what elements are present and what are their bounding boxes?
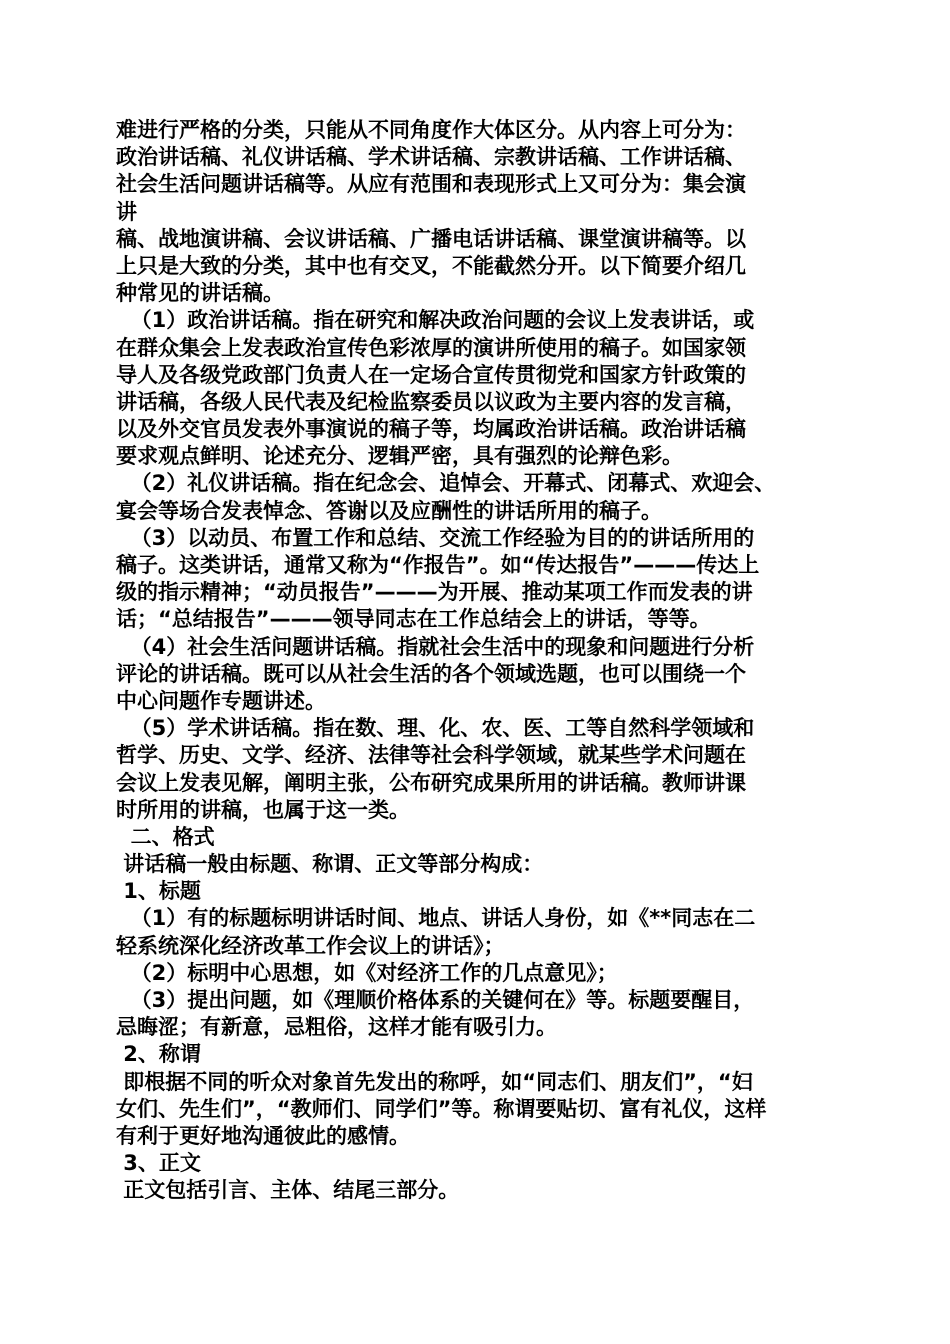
text-line: 即根据不同的听众对象首先发出的称呼，如“同志们、朋友们”，“妇 <box>116 1069 753 1094</box>
text-line: 评论的讲话稿。既可以从社会生活的各个领域选题，也可以围绕一个 <box>116 661 746 686</box>
text-line: （3）以动员、布置工作和总结、交流工作经验为目的的讲话所用的 <box>116 525 755 550</box>
text-line: 讲话稿一般由标题、称谓、正文等部分构成： <box>116 852 544 877</box>
text-line: 讲话稿，各级人民代表及纪检监察委员以议政为主要内容的发言稿， <box>116 389 746 414</box>
text-line: 要求观点鲜明、论述充分、逻辑严密，具有强烈的论辩色彩。 <box>116 444 683 469</box>
text-line: 有利于更好地沟通彼此的感情。 <box>116 1123 410 1148</box>
text-line: 以及外交官员发表外事演说的稿子等，均属政治讲话稿。政治讲话稿 <box>116 417 746 442</box>
text-line: 二、格式 <box>116 824 215 849</box>
text-line: （5）学术讲话稿。指在数、理、化、农、医、工等自然科学领域和 <box>116 716 755 741</box>
text-line: 导人及各级党政部门负责人在一定场合宣传贯彻党和国家方针政策的 <box>116 362 746 387</box>
text-line: 中心问题作专题讲述。 <box>116 688 326 713</box>
text-line: （2）标明中心思想，如《对经济工作的几点意见》； <box>116 960 618 985</box>
text-line: 时所用的讲稿，也属于这一类。 <box>116 797 410 822</box>
text-line: 话；“总结报告”———领导同志在工作总结会上的讲话，等等。 <box>116 607 711 632</box>
text-line: （3）提出问题，如《理顺价格体系的关键何在》等。标题要醒目， <box>116 988 755 1012</box>
text-line: （1）政治讲话稿。指在研究和解决政治问题的会议上发表讲话，或 <box>116 308 755 333</box>
text-line: 社会生活问题讲话稿等。从应有范围和表现形式上又可分为：集会演 <box>116 172 746 197</box>
text-line: 政治讲话稿、礼仪讲话稿、学术讲话稿、宗教讲话稿、工作讲话稿、 <box>116 145 746 170</box>
text-line: 上只是大致的分类，其中也有交叉，不能截然分开。以下简要介绍几 <box>116 253 746 278</box>
document-body <box>116 117 846 1205</box>
text-line: 正文包括引言、主体、结尾三部分。 <box>116 1178 460 1203</box>
text-line: （2）礼仪讲话稿。指在纪念会、追悼会、开幕式、闭幕式、欢迎会、 <box>116 471 776 496</box>
text-line: 1、标题 <box>116 879 201 904</box>
text-line: 级的指示精神；“动员报告”———为开展、推动某项工作而发表的讲 <box>116 580 753 605</box>
text-line: 讲 <box>116 199 137 224</box>
text-line: 种常见的讲话稿。 <box>116 281 284 306</box>
text-line: 宴会等场合发表悼念、答谢以及应酬性的讲话所用的稿子。 <box>116 498 662 523</box>
text-line: 2、称谓 <box>116 1042 201 1067</box>
text-line: 稿、战地演讲稿、会议讲话稿、广播电话讲话稿、课堂演讲稿等。以 <box>116 226 746 251</box>
text-line: 3、正文 <box>116 1151 201 1176</box>
text-line: 稿子。这类讲话，通常又称为“作报告”。如“传达报告”———传达上 <box>116 553 760 577</box>
text-line: 在群众集会上发表政治宣传色彩浓厚的演讲所使用的稿子。如国家领 <box>116 335 746 360</box>
text-line: 轻系统深化经济改革工作会议上的讲话》； <box>116 933 505 958</box>
text-line: 哲学、历史、文学、经济、法律等社会科学领域，就某些学术问题在 <box>116 743 746 768</box>
text-line: 女们、先生们”，“教师们、同学们”等。称谓要贴切、富有礼仪，这样 <box>116 1096 767 1121</box>
text-line: 忌晦涩；有新意，忌粗俗，这样才能有吸引力。 <box>116 1015 557 1040</box>
text-line: （4）社会生活问题讲话稿。指就社会生活中的现象和问题进行分析 <box>116 634 755 659</box>
text-line: （1）有的标题标明讲话时间、地点、讲话人身份，如《**同志在二 <box>116 906 756 931</box>
text-line: 难进行严格的分类，只能从不同角度作大体区分。从内容上可分为： <box>116 118 746 142</box>
text-line: 会议上发表见解，阐明主张，公布研究成果所用的讲话稿。教师讲课 <box>116 770 746 795</box>
